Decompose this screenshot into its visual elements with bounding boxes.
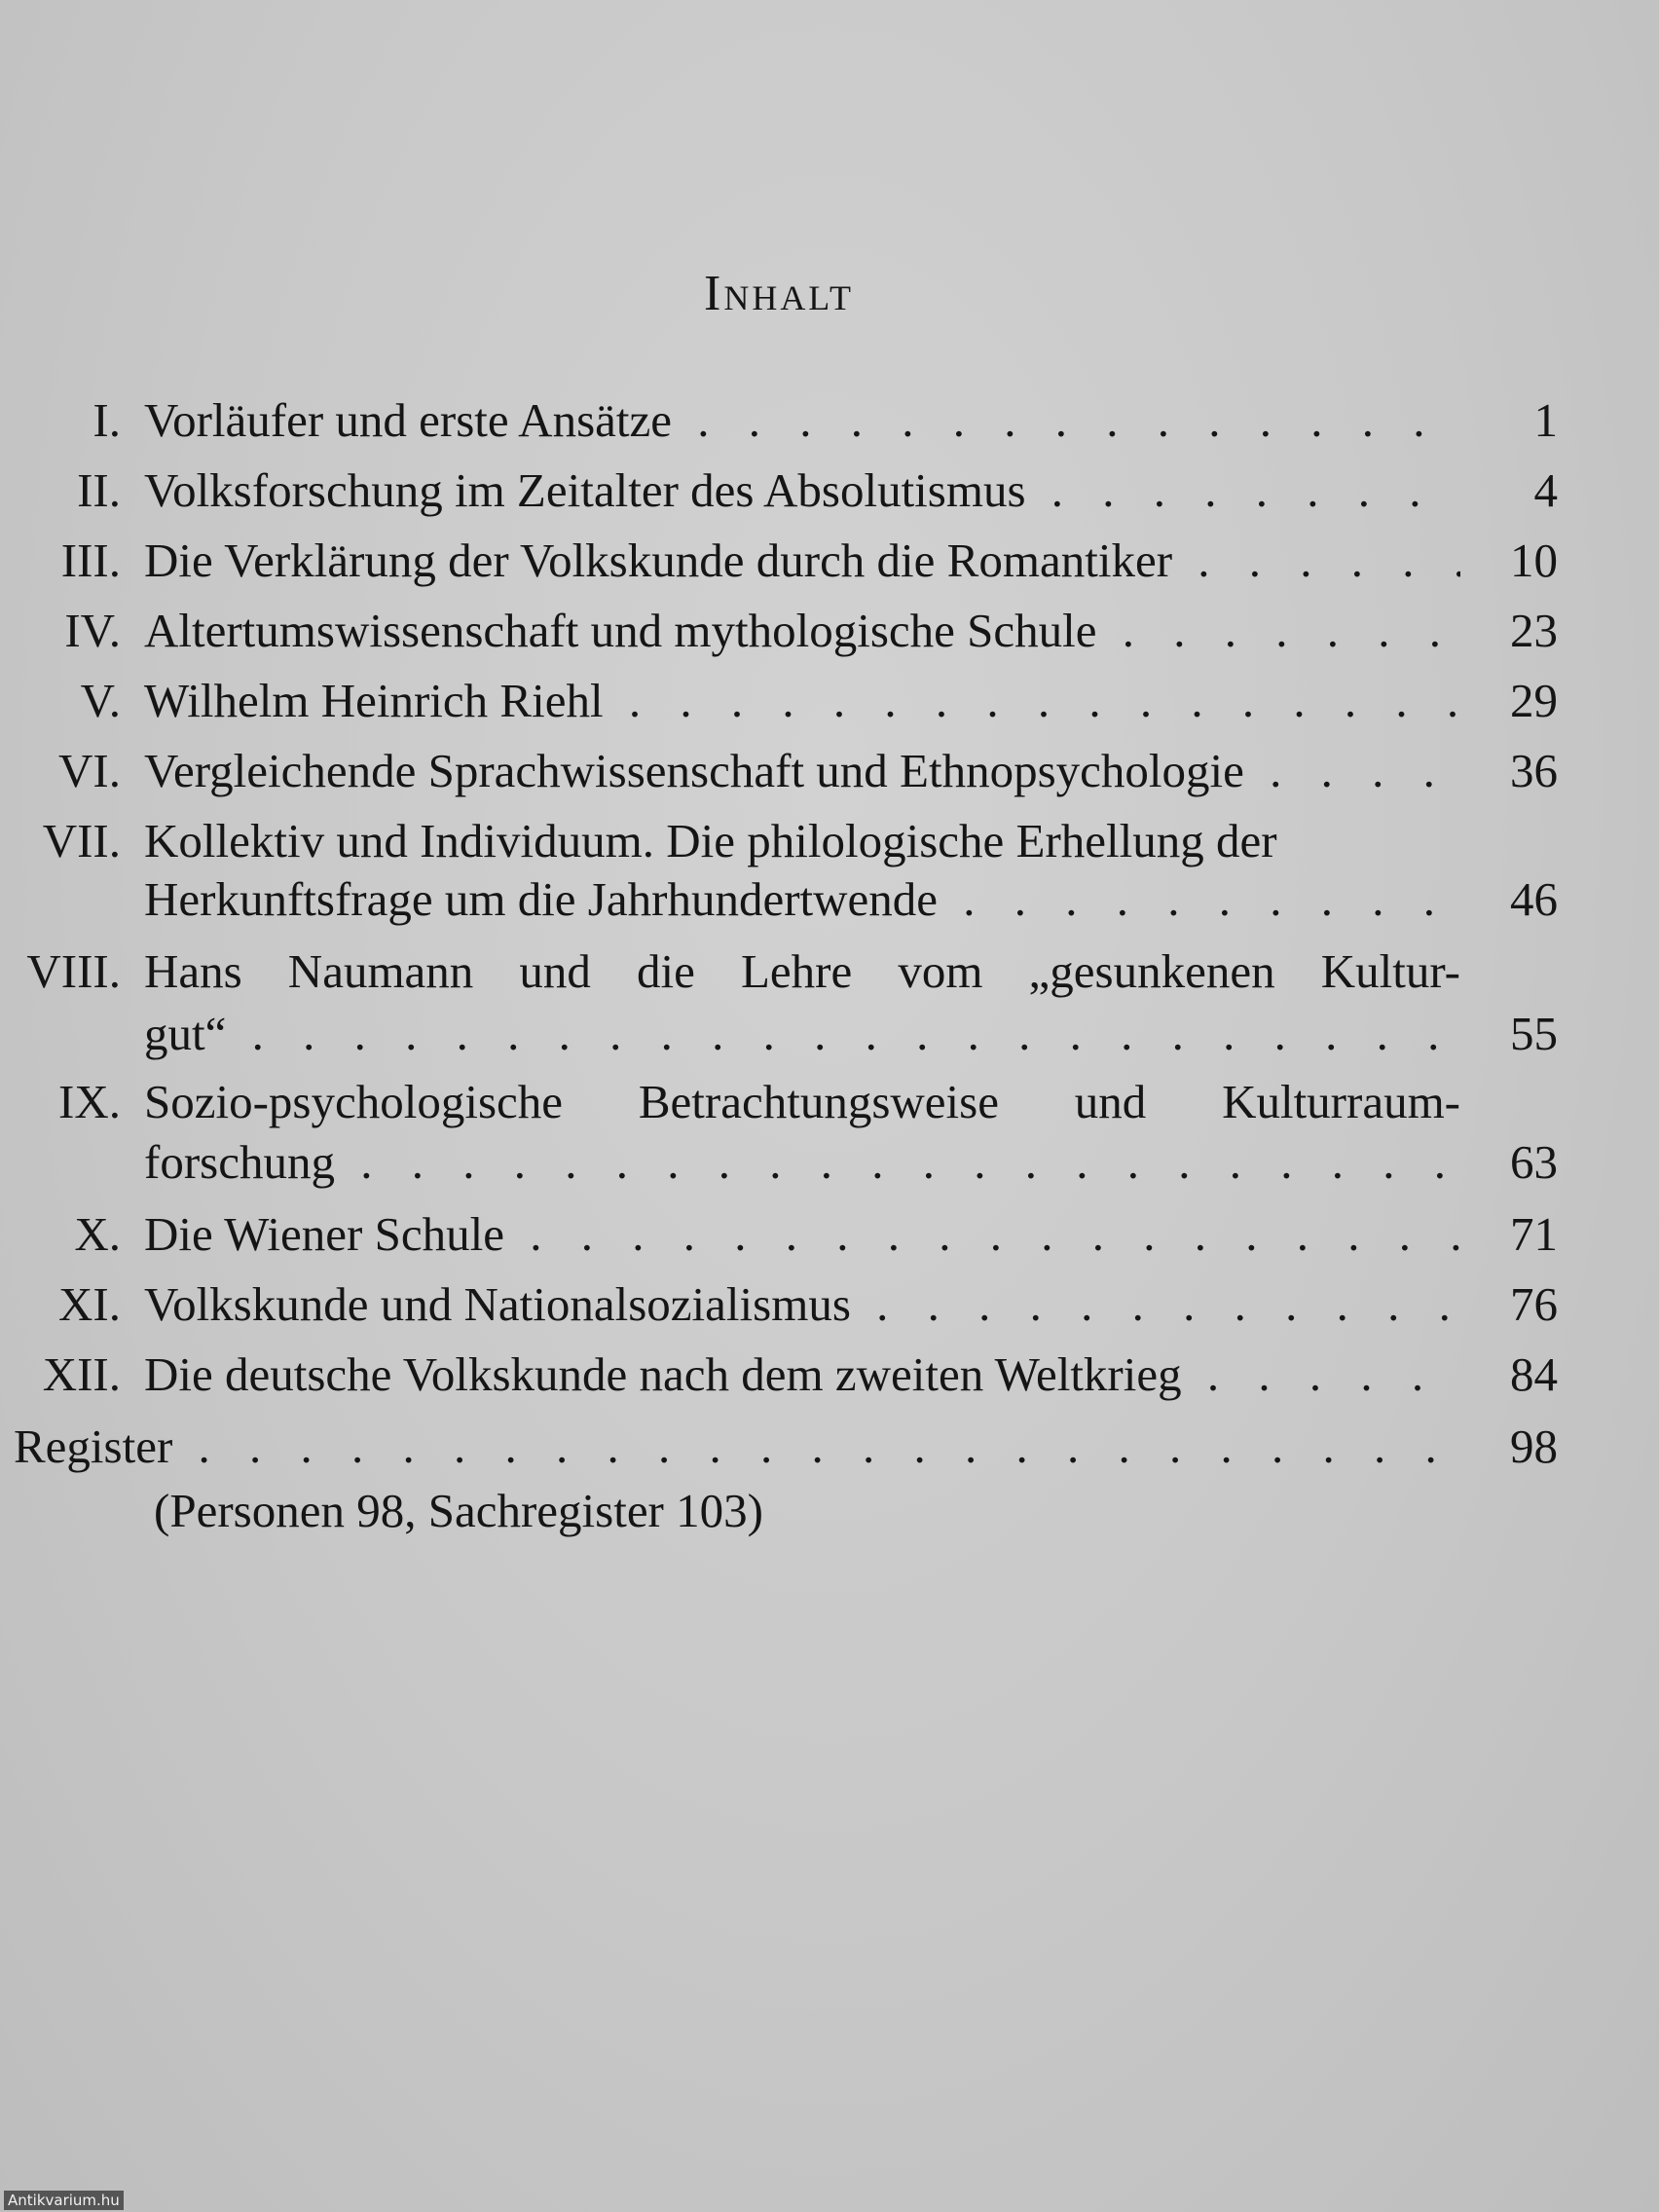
chapter-title-line1: Sozio-psychologische Betrachtungsweise und Kulturraum- xyxy=(144,1075,1460,1128)
register-title: Register . . . xyxy=(14,1416,1460,1478)
toc-entry xyxy=(0,1203,1659,1266)
chapter-title: Volkskunde und Nationalsozialismus . . . xyxy=(144,1273,1460,1336)
toc-entry xyxy=(0,600,1659,662)
chapter-number: II. xyxy=(77,463,121,517)
chapter-number: VII. xyxy=(42,814,121,867)
toc-entry xyxy=(0,670,1659,732)
toc-entry xyxy=(0,530,1659,592)
page-number: 1 xyxy=(1533,393,1558,447)
toc-entry xyxy=(0,1273,1659,1336)
page-number: 98 xyxy=(1510,1419,1558,1473)
chapter-number: XI. xyxy=(58,1277,121,1331)
chapter-number: X. xyxy=(74,1207,121,1261)
register-note: (Personen 98, Sachregister 103) xyxy=(154,1484,763,1537)
watermark: Antikvarium.hu xyxy=(4,2191,124,2210)
chapter-title-line2: forschung . . . xyxy=(144,1131,1460,1194)
toc-entry xyxy=(0,1071,1659,1133)
page-number: 29 xyxy=(1510,674,1558,727)
page-number: 4 xyxy=(1533,463,1558,517)
chapter-title: Volksforschung im Zeitalter des Absolutismus . . . xyxy=(144,460,1460,522)
chapter-title: Vorläufer und erste Ansätze . . . xyxy=(144,389,1460,452)
chapter-number: VI. xyxy=(58,744,121,797)
chapter-title: Vergleichende Sprachwissenschaft und Ethnopsychologie . . . xyxy=(144,740,1460,802)
chapter-number: XII. xyxy=(42,1347,121,1401)
chapter-title-line1: Hans Naumann und die Lehre vom „gesunkenen Kultur- xyxy=(144,944,1460,998)
page-number: 71 xyxy=(1510,1207,1558,1261)
chapter-number: IV. xyxy=(64,604,121,657)
toc-entry xyxy=(0,460,1659,522)
toc-entry xyxy=(0,810,1659,872)
page-number: 10 xyxy=(1510,534,1558,587)
page-number: 23 xyxy=(1510,604,1558,657)
toc-entry-continuation xyxy=(0,1003,1659,1065)
toc-entry xyxy=(0,740,1659,802)
page-number: 76 xyxy=(1510,1277,1558,1331)
chapter-number: IX. xyxy=(58,1075,121,1128)
chapter-number: I. xyxy=(92,393,121,447)
toc-entry-continuation xyxy=(0,1131,1659,1194)
chapter-title: Die Wiener Schule . . . xyxy=(144,1203,1460,1266)
page-number: 36 xyxy=(1510,744,1558,797)
page-heading: Inhalt xyxy=(704,266,854,321)
toc-register-entry xyxy=(0,1416,1659,1478)
chapter-title: Wilhelm Heinrich Riehl . . . xyxy=(144,670,1460,732)
toc-entry xyxy=(0,389,1659,452)
chapter-title-line2: Herkunftsfrage um die Jahrhundertwende . . . xyxy=(144,868,1460,931)
chapter-title: Die Verklärung der Volkskunde durch die Romantiker . . . xyxy=(144,530,1460,592)
chapter-title: Die deutsche Volkskunde nach dem zweiten Weltkrieg . . . xyxy=(144,1344,1460,1406)
toc-entry-continuation xyxy=(0,868,1659,931)
page-number: 46 xyxy=(1510,872,1558,926)
page-number: 84 xyxy=(1510,1347,1558,1401)
chapter-title-line1: Kollektiv und Individuum. Die philologische Erhellung der xyxy=(144,814,1277,867)
toc-entry xyxy=(0,1344,1659,1406)
chapter-number: III. xyxy=(60,534,121,587)
chapter-title: Altertumswissenschaft und mythologische Schule . . . xyxy=(144,600,1460,662)
chapter-number: V. xyxy=(80,674,121,727)
toc-entry xyxy=(0,940,1659,1003)
page-number: 55 xyxy=(1510,1007,1558,1060)
chapter-number: VIII. xyxy=(26,944,121,998)
page-number: 63 xyxy=(1510,1135,1558,1189)
chapter-title-line2: gut“ . . . xyxy=(144,1003,1460,1065)
